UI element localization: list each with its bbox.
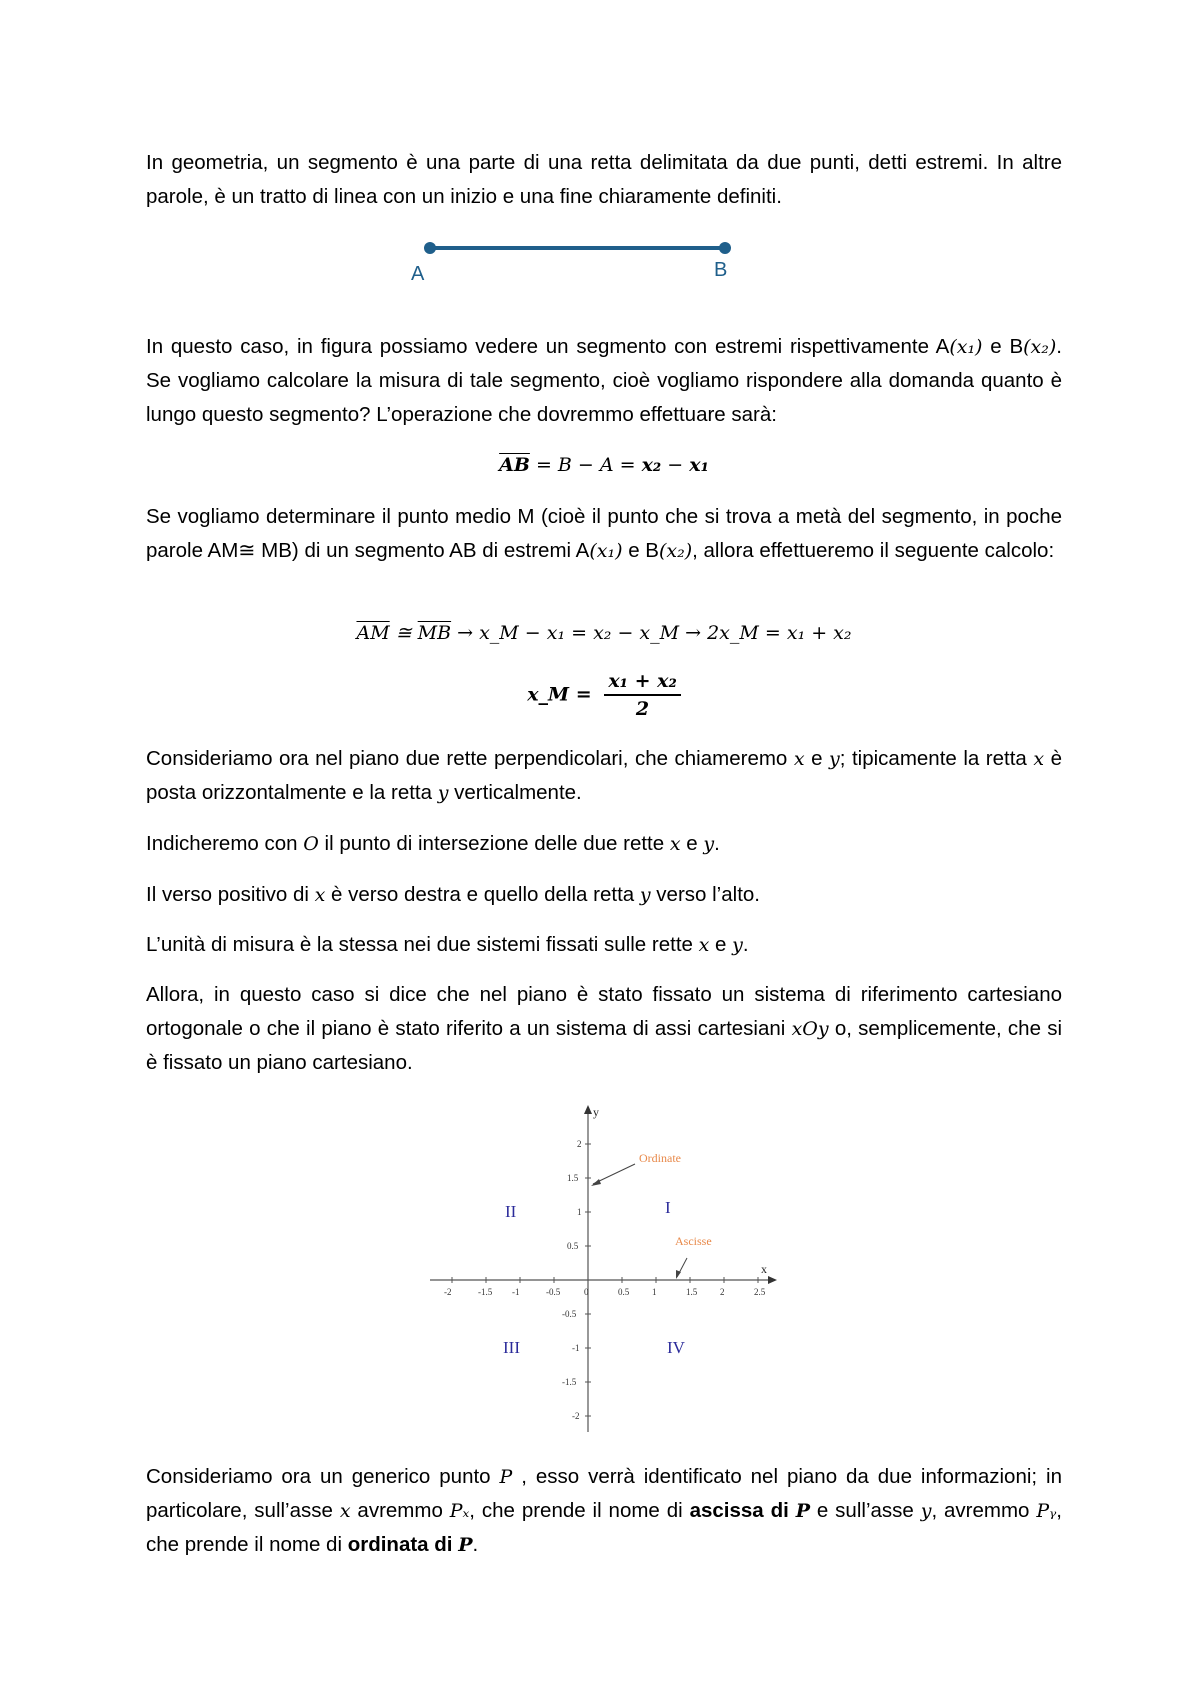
math-p-bold: P [795, 1500, 810, 1522]
text: e [709, 933, 733, 956]
math-am: $\overline{AM}$ [356, 622, 390, 644]
ordinate-annotation: Ordinate [639, 1151, 681, 1165]
bold-term-abscissa: ascissa di [689, 1499, 796, 1522]
math-y: y [920, 1500, 932, 1522]
y-tick-label: -1 [572, 1343, 580, 1353]
ascisse-annotation: Ascisse [675, 1234, 712, 1248]
y-tick-label: -1.5 [562, 1377, 577, 1387]
text: , allora effettueremo il seguente calcolo: [692, 539, 1055, 562]
x-axis-arrow [768, 1276, 777, 1284]
x-tick-label: 1.5 [686, 1287, 698, 1297]
paragraph-cartesian-system [146, 978, 1062, 1080]
text: , che prende il nome di [469, 1499, 690, 1522]
paragraph-generic-point [146, 1460, 1062, 1562]
math-p-bold: P [458, 1534, 473, 1556]
text: , avremmo [931, 1499, 1037, 1522]
x-tick-label: -0.5 [546, 1287, 561, 1297]
math-x: x [339, 1500, 351, 1522]
math-x: x [314, 884, 326, 906]
text: . [472, 1533, 479, 1556]
text: il punto di intersezione delle due rette [318, 832, 670, 855]
math-y: y [829, 748, 840, 770]
quadrant-2-label: II [505, 1202, 517, 1221]
text: Se vogliamo determinare il punto medio M (cioè il punto che si trova a metà del segmento, in poche parole AM≅ MB) di un segmento AB di estremi A [146, 505, 1062, 562]
y-tick-label: 1.5 [567, 1173, 579, 1183]
paragraph-midpoint [146, 500, 1062, 568]
endpoint-b [719, 242, 731, 254]
bold-term-ordinate: ordinata di [347, 1533, 459, 1556]
equation-segment-length [146, 452, 1062, 476]
paragraph-segment-measure [146, 330, 1062, 432]
text: Indicheremo con [146, 832, 304, 855]
fraction-numerator: x₁ + x₂ [604, 670, 680, 696]
text: , che prende il nome di [146, 1499, 1062, 1556]
quadrant-3-label: III [503, 1338, 520, 1357]
math-x1: x₁ [689, 454, 709, 476]
x-axis-label: x [761, 1262, 767, 1276]
math-x2: x₂ [641, 454, 662, 476]
text: è posta orizzontalmente e la retta [146, 747, 1062, 804]
quadrant-1-label: I [665, 1198, 671, 1217]
y-axis-arrow [584, 1105, 592, 1114]
y-tick-label: -0.5 [562, 1309, 577, 1319]
text: avremmo [350, 1499, 450, 1522]
fraction-denominator: 2 [635, 698, 650, 720]
paragraph-origin [146, 827, 1062, 861]
math-xoy: xOy [791, 1018, 829, 1040]
math-x2: (x₂) [658, 540, 693, 562]
text: verticalmente. [448, 781, 582, 804]
text: , esso verrà identificato nel piano da due informazioni; in particolare, sull’asse [146, 1465, 1062, 1522]
label-a: A [411, 263, 425, 285]
segment-figure [400, 232, 740, 288]
math-y: y [639, 884, 651, 906]
cartesian-axes [430, 1105, 777, 1432]
math-o: O [303, 833, 319, 855]
text: ; tipicamente la retta [839, 747, 1034, 770]
text: Consideriamo ora un generico punto [146, 1465, 500, 1488]
math-y: y [703, 833, 715, 855]
math-ab: $\overline{AB}$ [499, 454, 530, 476]
text: Consideriamo ora nel piano due rette perpendicolari, che chiameremo [146, 747, 794, 770]
endpoint-a [424, 242, 436, 254]
text: Allora, in questo caso si dice che nel piano è stato fissato un sistema di riferimento cartesiano ortogonale o che il piano è stato riferito a un sistema di assi cartesiani [146, 983, 1062, 1040]
math-x: x [1033, 748, 1045, 770]
math-x: x [793, 748, 805, 770]
text: e B [622, 539, 659, 562]
y-tick-label: 0.5 [567, 1241, 579, 1251]
x-tick-label: 2.5 [754, 1287, 766, 1297]
equation-midpoint-formula [146, 670, 1062, 720]
x-tick-label: 1 [652, 1287, 657, 1297]
text: e B [982, 335, 1024, 358]
math-text: → x_M − x₁ = x₂ − x_M → 2x_M = x₁ + x₂ [451, 622, 852, 644]
text: e sull’asse [810, 1499, 921, 1522]
math-x2: (x₂) [1023, 336, 1057, 358]
text: . [714, 832, 720, 855]
text: Il verso positivo di [146, 883, 315, 906]
x-tick-label: -1 [512, 1287, 520, 1297]
paragraph-segment-definition: In geometria, un segmento è una parte di una retta delimitata da due punti, detti estremi. In altre parole, è un tratto di linea con un inizio e una fine chiaramente definiti. [146, 151, 1062, 208]
math-p: P [499, 1466, 513, 1488]
equation-midpoint-derivation [146, 620, 1062, 644]
math-text: = B − A = [529, 454, 642, 476]
math-py: Pᵧ [1036, 1500, 1057, 1522]
fraction [604, 670, 680, 720]
text: L’unità di misura è la stessa nei due sistemi fissati sulle rette [146, 933, 699, 956]
math-x1: (x₁) [589, 540, 623, 562]
math-x: x [698, 934, 710, 956]
x-tick-label: 0.5 [618, 1287, 630, 1297]
math-y: y [732, 934, 743, 956]
math-lhs: x_M = [527, 683, 592, 706]
x-tick-label: 0 [584, 1287, 589, 1297]
x-tick-label: -2 [444, 1287, 452, 1297]
x-tick-label: 2 [720, 1287, 725, 1297]
paragraph-unit-of-measure [146, 928, 1062, 962]
math-x: x [669, 833, 681, 855]
y-tick-label: 2 [577, 1139, 582, 1149]
text: è verso destra e quello della retta [325, 883, 640, 906]
y-tick-label: -2 [572, 1411, 580, 1421]
math-x1: (x₁) [949, 336, 983, 358]
text: verso l’alto. [650, 883, 760, 906]
x-tick-label: -1.5 [478, 1287, 493, 1297]
text: e [680, 832, 704, 855]
text: In questo caso, in figura possiamo vedere un segmento con estremi rispettivamente A [146, 335, 950, 358]
text: . Se vogliamo calcolare la misura di tale segmento, cioè vogliamo rispondere alla domanda quanto è lungo questo segmento? L’operazione che dovremmo effettuare sarà: [146, 335, 1062, 426]
math-y: y [437, 782, 449, 804]
paragraph-perpendicular-lines [146, 742, 1062, 810]
math-minus: − [661, 454, 690, 476]
text: e [804, 747, 830, 770]
y-tick-label: 1 [577, 1207, 582, 1217]
text: . [742, 933, 749, 956]
cartesian-plane-figure [425, 1100, 785, 1440]
math-px: Pₓ [449, 1500, 470, 1522]
paragraph-positive-direction [146, 878, 1062, 912]
math-mb: $\overline{MB}$ [417, 622, 452, 644]
quadrant-4-label: IV [667, 1338, 685, 1357]
text: o, semplicemente, che si è fissato un piano cartesiano. [146, 1017, 1063, 1074]
y-axis-label: y [593, 1105, 599, 1119]
label-b: B [714, 259, 728, 281]
math-text: ≅ [389, 622, 418, 644]
